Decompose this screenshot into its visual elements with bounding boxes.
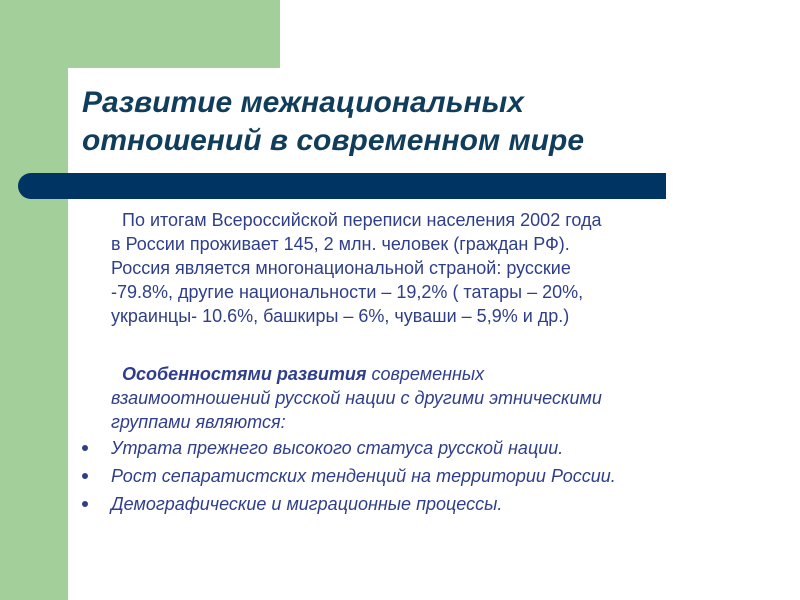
list-item xyxy=(111,434,751,462)
list-item xyxy=(111,490,751,518)
census-line: -79.8%, другие национальности – 19,2% ( татары – 20%, xyxy=(111,282,584,302)
census-line: украинцы- 10.6%, башкиры – 6%, чуваши – 5,9% и др.) xyxy=(111,306,570,326)
features-intro-line: взаимоотношений русской нации с другими этническими xyxy=(111,388,602,408)
features-intro xyxy=(111,362,751,434)
features-intro-line: группами являются: xyxy=(111,412,286,432)
list-item-text: Утрата прежнего высокого статуса русской нации. xyxy=(111,438,564,458)
left-accent-strip xyxy=(0,0,68,600)
title-line-2: отношений в современном мире xyxy=(82,124,585,157)
list-item-text: Рост сепаратистских тенденций на территории России. xyxy=(111,466,616,486)
bullet-icon xyxy=(82,445,88,451)
features-rest: современных xyxy=(366,364,485,384)
features-list xyxy=(111,434,751,518)
list-item xyxy=(111,462,751,490)
census-line: в России проживает 145, 2 млн. человек (граждан РФ). xyxy=(111,234,570,254)
top-accent-block xyxy=(68,0,280,68)
slide-title xyxy=(82,84,702,160)
census-line: По итогам Всероссийской переписи населения 2002 года xyxy=(122,210,602,230)
bullet-icon xyxy=(82,501,88,507)
bullet-icon xyxy=(82,473,88,479)
list-item-text: Демографические и миграционные процессы. xyxy=(111,494,503,514)
census-line: Россия является многонациональной страной: русские xyxy=(111,258,571,278)
slide-body xyxy=(111,208,751,518)
title-line-1: Развитие межнациональных xyxy=(82,86,524,119)
census-paragraph xyxy=(111,208,751,328)
title-divider-bar xyxy=(18,173,666,199)
features-intro-line xyxy=(111,362,751,386)
features-bold-lead: Особенностями развития xyxy=(122,364,367,384)
